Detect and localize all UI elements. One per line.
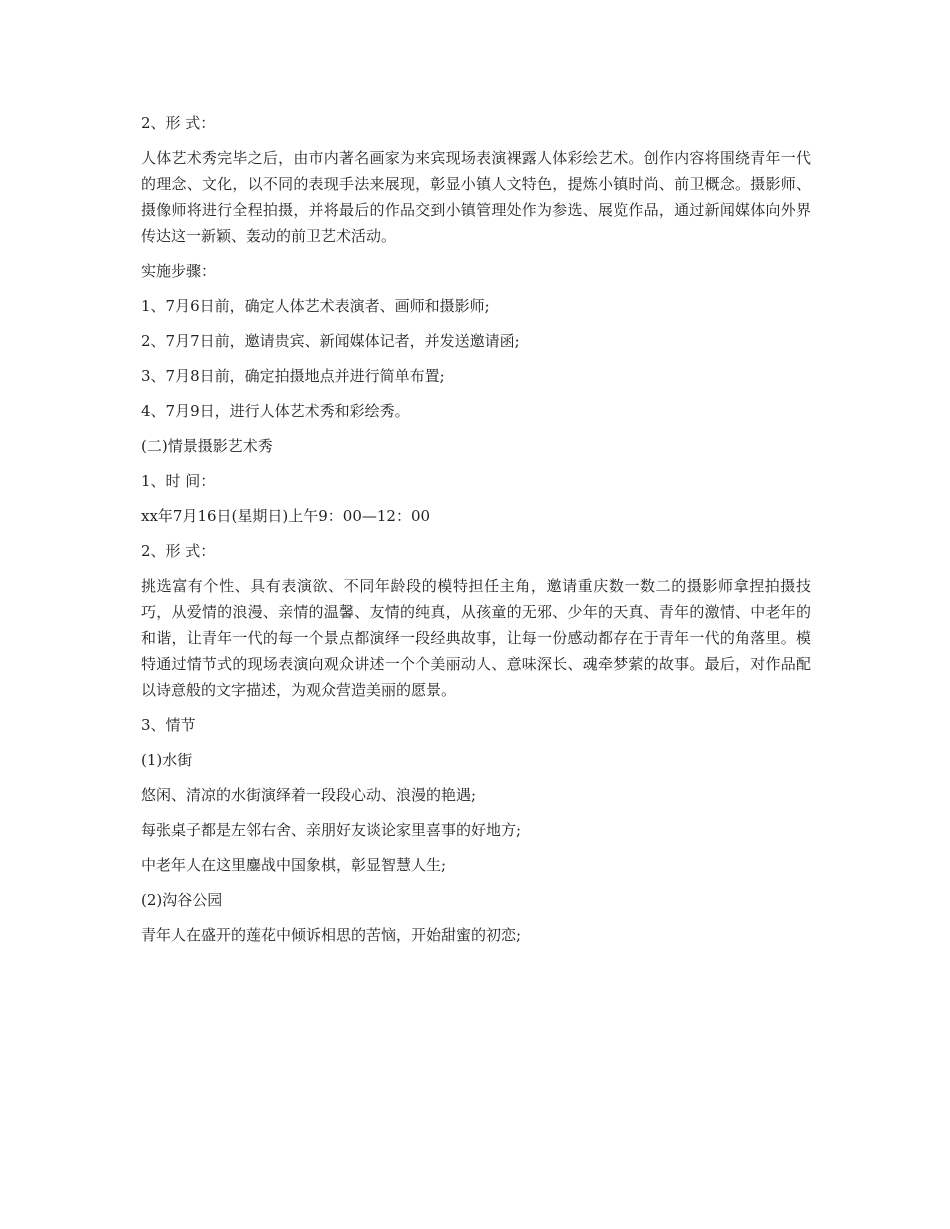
plot-line-4: 青年人在盛开的莲花中倾诉相思的苦恼，开始甜蜜的初恋; <box>141 926 522 944</box>
plot-line-2: 每张桌子都是左邻右舍、亲朋好友谈论家里喜事的好地方; <box>141 821 522 839</box>
plot-line-3: 中老年人在这里鏖战中国象棋，彰显智慧人生; <box>141 856 447 874</box>
document-body <box>141 110 811 957</box>
section-heading-form-2: 2、形 式： <box>141 542 216 560</box>
section-title-scene-photo-show: (二)情景摄影艺术秀 <box>141 437 273 455</box>
event-datetime: xx年7月16日(星期日)上午9：00—12：00 <box>141 507 431 525</box>
subsection-water-street: (1)水街 <box>141 751 193 769</box>
body-paragraph-models: 挑选富有个性、具有表演欲、不同年龄段的模特担任主角，邀请重庆数一数二的摄影师拿捏拍摄技巧，从爱情的浪漫、亲情的温馨、友情的纯真，从孩童的无邪、少年的天真、青年的激情、中老年的和谐，让青年一代的每一个景点都演绎一段经典故事，让每一份感动都存在于青年一代的角落里。模特通过情节式的现场表演向观众讲述一个个美丽动人、意味深长、魂牵梦萦的故事。最后，对作品配以诗意般的文字描述，为观众营造美丽的愿景。 <box>141 577 811 699</box>
section-heading-plot: 3、情节 <box>141 716 196 734</box>
step-item-3: 3、7月8日前，确定拍摄地点并进行简单布置; <box>141 367 445 385</box>
step-item-1: 1、7月6日前，确定人体艺术表演者、画师和摄影师; <box>141 297 490 315</box>
section-heading-form: 2、形 式： <box>141 114 216 132</box>
body-paragraph-body-art: 人体艺术秀完毕之后，由市内著名画家为来宾现场表演裸露人体彩绘艺术。创作内容将围绕青年一代的理念、文化，以不同的表现手法来展现，彰显小镇人文特色，提炼小镇时尚、前卫概念。摄影师、摄像师将进行全程拍摄，并将最后的作品交到小镇管理处作为参选、展览作品，通过新闻媒体向外界传达这一新颖、轰动的前卫艺术活动。 <box>141 149 811 245</box>
steps-heading: 实施步骤： <box>141 262 217 280</box>
section-heading-time: 1、时 间： <box>141 472 216 490</box>
step-item-2: 2、7月7日前，邀请贵宾、新闻媒体记者，并发送邀请函; <box>141 332 520 350</box>
step-item-4: 4、7月9日，进行人体艺术秀和彩绘秀。 <box>141 402 410 420</box>
plot-line-1: 悠闲、清凉的水街演绎着一段段心动、浪漫的艳遇; <box>141 786 477 804</box>
subsection-valley-park: (2)沟谷公园 <box>141 891 223 909</box>
